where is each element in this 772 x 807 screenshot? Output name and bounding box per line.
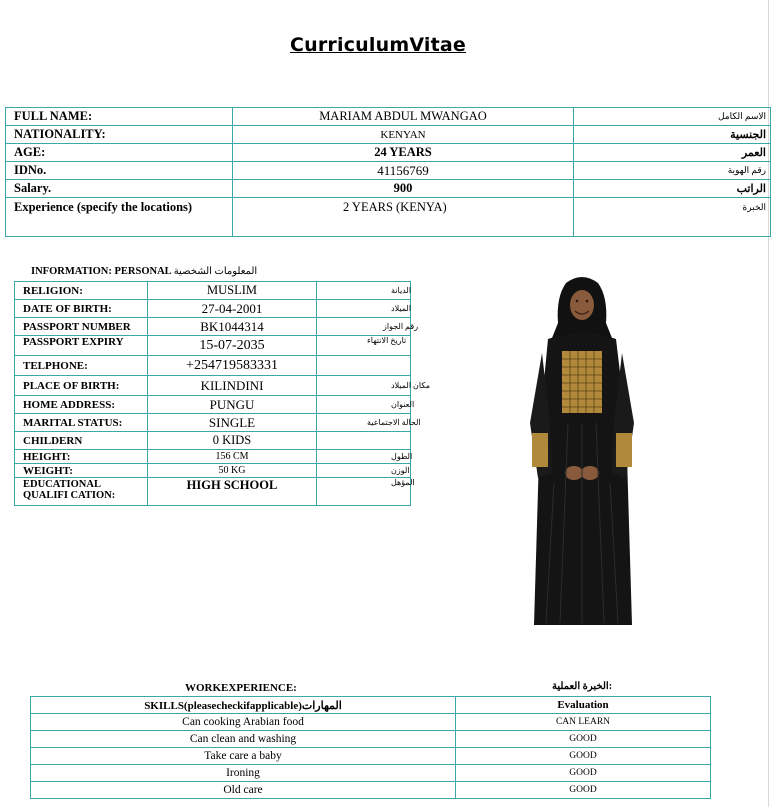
personal-arabic-label: العنوان [317, 396, 411, 414]
personal-row-weight [15, 464, 411, 478]
personal-arabic-label: المؤهل [317, 478, 411, 506]
personal-info-heading-text: INFORMATION: PERSONAL [31, 266, 172, 277]
table-row [31, 731, 711, 748]
personal-value: 156 CM [148, 450, 317, 464]
personal-row-telephone [15, 356, 411, 376]
personal-value: SINGLE [148, 414, 317, 432]
summary-arabic-label: رقم الهوية [574, 162, 771, 180]
summary-label: NATIONALITY: [6, 126, 233, 144]
skill-name: Can clean and washing [31, 731, 456, 748]
summary-value: 2 YEARS (KENYA) [233, 198, 574, 237]
candidate-photo [528, 273, 636, 628]
personal-row-height [15, 450, 411, 464]
personal-value: 50 KG [148, 464, 317, 478]
personal-label: EDUCATIONAL QUALIFI CATION: [15, 478, 148, 506]
summary-label: Salary. [6, 180, 233, 198]
personal-arabic-label: الحالة الاجتماعية [317, 414, 411, 432]
skills-header-text: SKILLS(pleasecheckifapplicable) [144, 699, 302, 712]
summary-label: AGE: [6, 144, 233, 162]
summary-arabic-label: الجنسية [574, 126, 771, 144]
personal-value: PUNGU [148, 396, 317, 414]
personal-arabic-label [317, 432, 411, 450]
skill-evaluation: GOOD [456, 765, 711, 782]
skills-table [30, 696, 711, 799]
skill-evaluation: GOOD [456, 782, 711, 799]
personal-arabic-label [317, 356, 411, 376]
personal-info-table [14, 281, 431, 506]
personal-row-passport-expiry [15, 336, 411, 356]
skill-evaluation: GOOD [456, 748, 711, 765]
skill-name: Ironing [31, 765, 456, 782]
personal-info-heading-arabic: المعلومات الشخصية [173, 266, 258, 277]
personal-label: RELIGION: [15, 282, 148, 300]
skills-column-header [31, 697, 456, 714]
personal-label: MARITAL STATUS: [15, 414, 148, 432]
personal-value: MUSLIM [148, 282, 317, 300]
skills-header-row [31, 697, 711, 714]
skills-header-arabic: المهارات [301, 699, 342, 712]
personal-row-education [15, 478, 411, 506]
personal-value: HIGH SCHOOL [148, 478, 317, 506]
personal-label: PASSPORT NUMBER [15, 318, 148, 336]
evaluation-column-header: Evaluation [456, 697, 711, 714]
personal-value: 27-04-2001 [148, 300, 317, 318]
personal-info-heading [31, 266, 257, 277]
personal-arabic-label: الطول [317, 450, 411, 464]
skill-evaluation: CAN LEARN [456, 714, 711, 731]
skill-name: Old care [31, 782, 456, 799]
personal-arabic-label: مكان الميلاد [317, 376, 411, 396]
table-row [31, 765, 711, 782]
personal-value: +254719583331 [148, 356, 317, 376]
summary-value: MARIAM ABDUL MWANGAO [233, 108, 574, 126]
summary-row-id [6, 162, 771, 180]
personal-row-home-address [15, 396, 411, 414]
personal-row-religion [15, 282, 411, 300]
personal-row-place-of-birth [15, 376, 411, 396]
summary-value: 41156769 [233, 162, 574, 180]
summary-table [5, 107, 771, 237]
personal-row-marital-status [15, 414, 411, 432]
personal-label: WEIGHT: [15, 464, 148, 478]
table-row [31, 748, 711, 765]
personal-row-children [15, 432, 411, 450]
skill-name: Take care a baby [31, 748, 456, 765]
summary-row-full-name [6, 108, 771, 126]
summary-value: 24 YEARS [233, 144, 574, 162]
personal-label: HOME ADDRESS: [15, 396, 148, 414]
skill-evaluation: GOOD [456, 731, 711, 748]
personal-label: DATE OF BIRTH: [15, 300, 148, 318]
work-experience-heading-arabic: الخبرة العملية: [552, 681, 613, 692]
summary-label: Experience (specify the locations) [6, 198, 233, 237]
personal-row-passport-number [15, 318, 411, 336]
personal-value: 0 KIDS [148, 432, 317, 450]
personal-label: TELPHONE: [15, 356, 148, 376]
table-row [31, 782, 711, 799]
personal-arabic-label: الديانة [317, 282, 411, 300]
page-title: CurriculumVitae [289, 34, 467, 56]
summary-row-nationality [6, 126, 771, 144]
summary-arabic-label: الاسم الكامل [574, 108, 771, 126]
personal-value: 15-07-2035 [148, 336, 317, 356]
summary-arabic-label: الخبرة [574, 198, 771, 237]
summary-arabic-label: الراتب [574, 180, 771, 198]
personal-arabic-label: تاريخ الانتهاء [317, 336, 411, 356]
personal-arabic-label: رقم الجواز [317, 318, 411, 336]
personal-value: KILINDINI [148, 376, 317, 396]
table-row [31, 714, 711, 731]
personal-label: PLACE OF BIRTH: [15, 376, 148, 396]
skill-name: Can cooking Arabian food [31, 714, 456, 731]
work-experience-heading: WORKEXPERIENCE: [185, 682, 297, 694]
personal-label: PASSPORT EXPIRY [15, 336, 148, 356]
personal-arabic-label: الوزن [317, 464, 411, 478]
summary-row-experience [6, 198, 771, 237]
summary-arabic-label: العمر [574, 144, 771, 162]
summary-row-salary [6, 180, 771, 198]
summary-label: IDNo. [6, 162, 233, 180]
summary-value: KENYAN [233, 126, 574, 144]
personal-value: BK1044314 [148, 318, 317, 336]
personal-label: CHILDERN [15, 432, 148, 450]
summary-row-age [6, 144, 771, 162]
personal-arabic-label: الميلاد [317, 300, 411, 318]
personal-label: HEIGHT: [15, 450, 148, 464]
personal-row-dob [15, 300, 411, 318]
summary-label: FULL NAME: [6, 108, 233, 126]
summary-value: 900 [233, 180, 574, 198]
